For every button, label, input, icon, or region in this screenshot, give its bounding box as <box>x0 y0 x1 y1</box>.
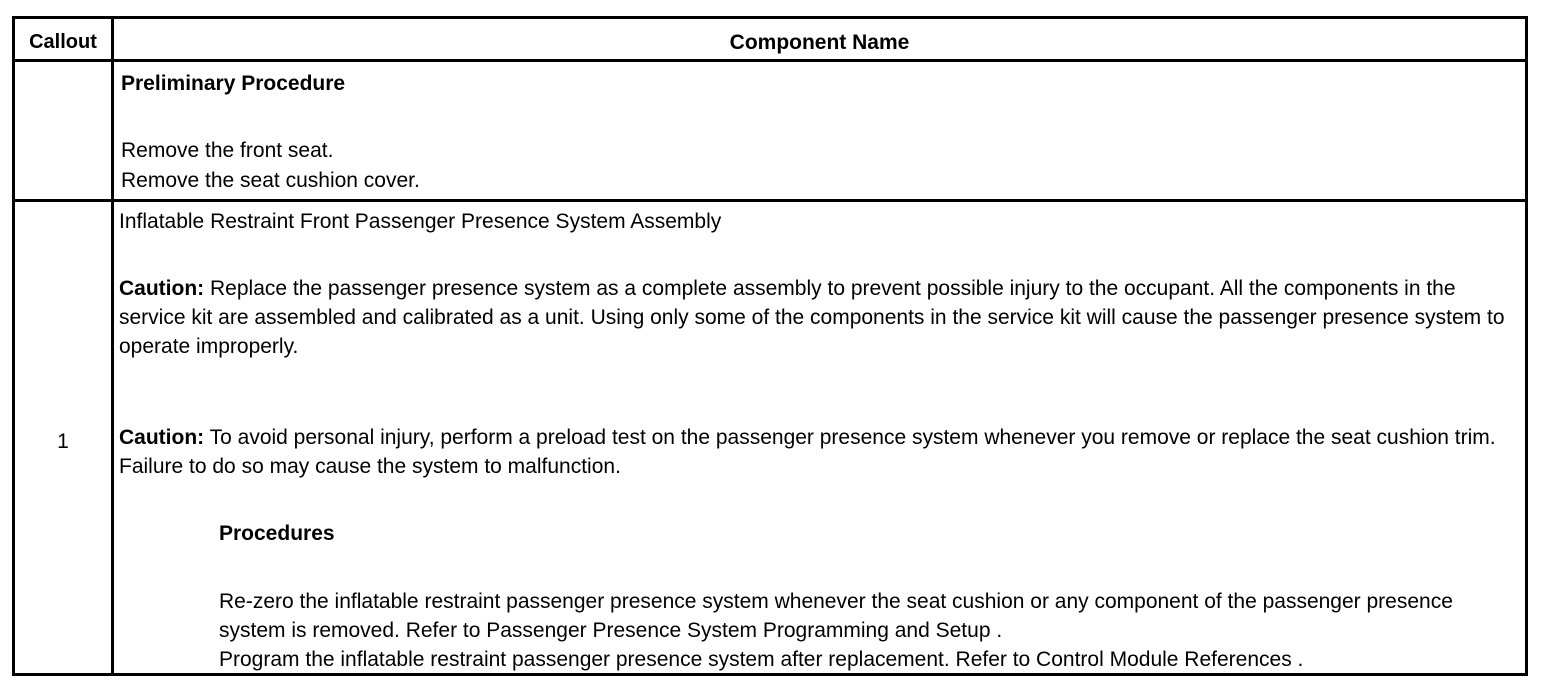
component-name: Inflatable Restraint Front Passenger Presence System Assembly <box>119 210 722 233</box>
callout-number: 1 <box>57 430 69 453</box>
header-divider <box>15 59 1525 62</box>
caution-note <box>119 274 1523 361</box>
caution-label: Caution: <box>119 426 205 449</box>
caution-label: Caution: <box>119 277 205 300</box>
preliminary-step: Remove the seat cushion cover. <box>121 169 420 192</box>
header-component-name: Component Name <box>729 31 910 54</box>
procedure-item: Program the inflatable restraint passenger presence system after replacement. Refer to Control Module References . <box>219 648 1304 671</box>
caution-text: To avoid personal injury, perform a preload test on the passenger presence system whenever you remove or replace the seat cushion trim. Failure to do so may cause the system to malfunction. <box>119 426 1496 478</box>
preliminary-procedure-title: Preliminary Procedure <box>121 72 346 95</box>
procedure-item: Re-zero the inflatable restraint passenger presence system whenever the seat cushion or any component of the passenger presence system is removed. Refer to Passenger Presence System Programming and Setup . <box>219 590 1453 642</box>
preliminary-step: Remove the front seat. <box>121 139 334 162</box>
column-divider <box>111 19 114 673</box>
procedures-title: Procedures <box>219 522 335 545</box>
row-divider <box>15 199 1525 202</box>
caution-text: Replace the passenger presence system as a complete assembly to prevent possible injury to the occupant. All the components in the service kit are assembled and calibrated as a unit. Using only some of the components in the service kit will cause the passenger presence system to operate improperly. <box>119 277 1505 358</box>
header-callout: Callout <box>29 31 97 53</box>
component-table <box>12 16 1528 676</box>
caution-note <box>119 423 1523 481</box>
